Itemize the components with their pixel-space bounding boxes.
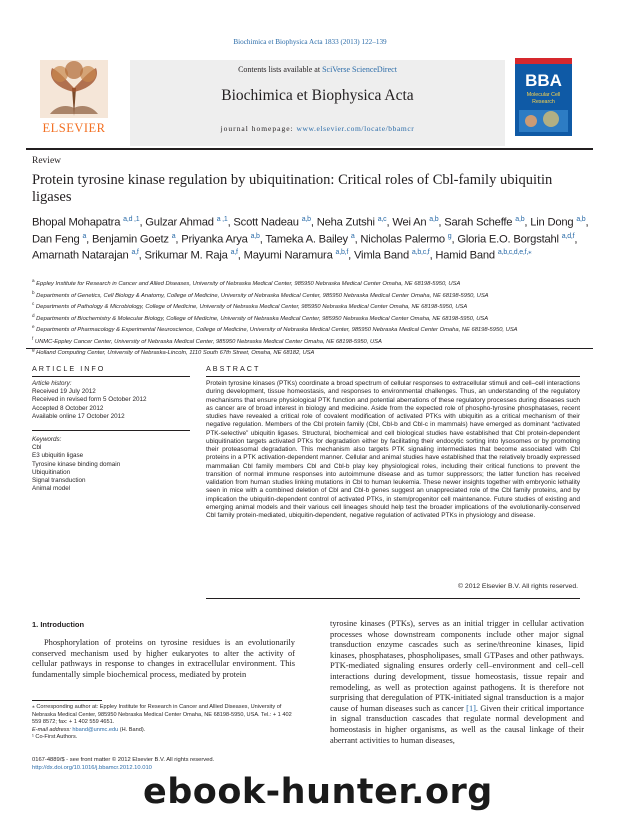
keyword: Signal transduction	[32, 477, 86, 485]
header-rule	[26, 348, 593, 349]
email-link[interactable]: hband@unmc.edu	[72, 726, 119, 733]
intro-text-part: . Given their critical importance in signal transduction cascades that regulate normal development and homeostasis in higher organisms, as well as the causal linkage of their aberrant activities to human diseases,	[330, 703, 584, 745]
watermark-text: ebook-hunter.org	[143, 772, 493, 812]
author-affiliation-marker[interactable]: a,b,c,f	[411, 249, 430, 257]
history-item: Available online 17 October 2012	[32, 412, 125, 420]
intro-paragraph-right	[330, 619, 584, 746]
email-note	[32, 727, 297, 735]
elsevier-wordmark: ELSEVIER	[42, 121, 106, 135]
author-name: Sarah Scheffe	[444, 216, 516, 229]
section-heading: 1. Introduction	[32, 620, 85, 629]
author-affiliation-marker[interactable]: a,b	[576, 216, 586, 223]
intro-paragraph-left: Phosphorylation of proteins on tyrosine residues is an evolutionarily conserved mechanism used by higher eukaryotes to alter the activity of cellular pathways in response to changes in extracellular environment. This fundamentally simple biochemical process, mediated by protein	[32, 638, 295, 679]
homepage-link[interactable]: www.elsevier.com/locate/bbamcr	[296, 124, 415, 133]
contents-prefix: Contents lists available at	[238, 65, 323, 74]
affiliation-key: a	[32, 278, 35, 283]
corresponding-author-note: ⁎ Corresponding author at: Eppley Institute for Research in Cancer and Allied Diseases, University of Nebraska Medical Center, 985950 Nebraska Medical Center Omaha, NE 68198-5950, USA. Tel.: + 1 402 559 8572; fax: + 1 402 559 4651.	[32, 704, 292, 726]
front-matter	[32, 757, 297, 772]
journal-citation: Biochimica et Biophysica Acta 1833 (2013) 122–139	[233, 38, 387, 46]
abstract-text: Protein tyrosine kinases (PTKs) coordinate a broad spectrum of cellular responses to extracellular stimuli and cell–cell interactions during development, tissue homeostasis, and responses to environmental challenges. Thus, an understanding of the regulatory mechanisms that ensure physiological PTK function and potential aberrations of these regulatory processes during diseases such as cancer are of broad interest in biology and medicine. Aside from the expected role of phospho-tyrosine phosphatases, recent studies have revealed a critical role of covalent modification of activated PTKs with ubiquitin as a critical mechanism of their negative regulation. Members of the Cbl protein family (Cbl, Cbl-b and Cbl-c in mammals) have emerged as dominant “activated PTK-selective” ubiquitin ligases. Structural, biochemical and cell biological studies have established that Cbl protein-dependent ubiquitination targets activated PTKs for degradation either by facilitating their endocytic sorting into lysosomes or by promoting their proteasomal degradation. This mechanism also targets PTK signaling intermediates that become associated with Cbl proteins in a PTK activation-dependent manner. Cellular and animal studies have established that the relatively broadly expressed mammalian Cbl family members Cbl and Cbl-b play key physiological roles, including their critical functions to prevent the transition of normal immune responses into autoimmune disease and as tumor suppressors; the latter function has received validation from human studies linking mutations in Cbl to human leukemia. These newer insights together with embryonic lethality seen in mice with a combined deletion of Cbl and Cbl-b genes suggest an unappreciated role of the Cbl family proteins, and by implication the ubiquitin-dependent control of activated PTKs, in stem/progenitor cell maintenance. Future studies of existing and emerging animal models and their various cell lineages should help test the broader implications of the evolutionarily-conserved Cbl family protein-mediated, ubiquitin-dependent, negative regulation of activated PTKs in physiology and disease.	[206, 380, 580, 519]
keywords-rule	[32, 430, 190, 431]
issn-line: 0167-4889/$ - see front matter © 2012 Elsevier B.V. All rights reserved.	[32, 757, 215, 763]
affiliation	[32, 335, 592, 347]
affiliation-key: c	[32, 301, 35, 307]
author-name: Bhopal Mohapatra	[32, 216, 124, 229]
svg-text:Molecular Cell: Molecular Cell	[526, 92, 561, 98]
author-name: Neha Zutshi	[316, 216, 378, 229]
affiliation	[32, 300, 592, 312]
author-affiliation-marker[interactable]: a,b	[515, 216, 525, 223]
history-item: Received 19 July 2012	[32, 388, 96, 396]
author-name: Dan Feng	[32, 233, 83, 246]
author-affiliation-marker[interactable]: a,c	[377, 216, 387, 223]
history-label: Article history:	[32, 380, 72, 387]
footnotes	[32, 704, 297, 742]
keyword: Animal model	[32, 485, 71, 493]
affiliation-key: e	[32, 324, 35, 330]
author-name: Amarnath Natarajan	[32, 250, 132, 263]
email-suffix: (H. Band).	[118, 726, 146, 733]
affiliation-text: UNMC-Eppley Cancer Center, University of Nebraska Medical Center, 985950 Nebraska Medical Center Omaha, NE 68198-5950, USA	[33, 338, 382, 345]
author-affiliation-marker[interactable]: g	[447, 232, 452, 240]
journal-cover-image	[515, 58, 572, 136]
keyword: Cbl	[32, 444, 42, 452]
affiliation-key: b	[32, 289, 35, 295]
homepage-prefix: journal homepage:	[220, 124, 297, 133]
affiliation	[32, 277, 592, 289]
email-label: E-mail address:	[32, 726, 73, 733]
affiliation-text: Departments of Pathology & Microbiology, College of Medicine, University of Nebraska Medical Center, 985950 Nebraska Medical Center Omaha, NE 68198-5950, USA	[34, 303, 468, 310]
copyright-notice: © 2012 Elsevier B.V. All rights reserved.	[458, 583, 578, 590]
abstract-heading: ABSTRACT	[206, 364, 261, 373]
keyword: Tyrosine kinase binding domain	[32, 460, 121, 468]
affiliation-text: Departments of Biochemistry & Molecular Biology, College of Medicine, University of Nebraska Medical Center, 985950 Nebraska Medical Center Omaha, NE 68198-5950, USA	[34, 315, 489, 322]
keywords	[32, 436, 192, 493]
author-name: Benjamin Goetz	[91, 233, 172, 246]
article-history	[32, 380, 192, 421]
article-type: Review	[32, 156, 62, 166]
affiliation	[32, 289, 592, 301]
author-affiliation-marker[interactable]: a,b	[250, 232, 260, 240]
author-name: Wei An	[392, 216, 430, 229]
intro-text-part: tyrosine kinases (PTKs), serves as an initial trigger in cellular activation processes whose downstream components include other major signal transduction enzyme cascades such as serine/threonine kinases, lipid kinases, phosphatases, phospholipases, small GTPases and other pathways. PTK-mediated signaling ensures orderly cell–environment and cell–cell interactions during development, tissue homeostasis, tissue repair and remodeling, as well as protection against pathogens. It is therefore not surprising that deregulation of PTK-initiated signal transduction is a major cause of human diseases such as cancer	[330, 619, 584, 713]
svg-text:Research: Research	[532, 99, 555, 105]
author-list: Bhopal Mohapatra $^{a,d ,1}$, Gulzar Ahmad $^{a ,1}$, Scott Nadeau $^{a,b}$, Neha Zutshi $^{a,c}$, Wei An $^{a,b}$, Sarah Scheffe $^{a,b}$, Lin Dong $^{a,b}$, Dan Feng $^a$, Benjamin Goetz $^a$, Priyanka Arya $^{a,b}$, Tameka A. Bailey $^a$, Nicholas Palermo $^g$, Gloria E.O. Borgstahl $^{a,d,f}$, Amarnath Natarajan $^{a,f}$, Srikumar M. Raja $^{a,f}$, Mayumi Naramura $^{a,b,f}$, Vimla Band $^{a,b,c,f}$, Hamid Band $^{a,b,c,d,e,f,⁎}$	[32, 216, 589, 263]
author-affiliation-marker[interactable]: a,d ,1	[123, 216, 140, 223]
sciencedirect-link[interactable]: SciVerse ScienceDirect	[322, 65, 397, 74]
author-name: Srikumar M. Raja	[144, 250, 231, 263]
masthead-rule	[26, 148, 593, 150]
affiliation-key: d	[32, 312, 35, 318]
history-item: Accepted 8 October 2012	[32, 404, 104, 412]
affiliation-text: Departments of Genetics, Cell Biology & Anatomy, College of Medicine, University of Nebraska Medical Center, 985950 Nebraska Medical Center Omaha, NE 68198-5950, USA	[34, 292, 489, 299]
author-name: Hamid Band	[435, 250, 498, 263]
author-affiliation-marker[interactable]: a	[350, 232, 355, 240]
author-affiliation-marker[interactable]: a,b	[429, 216, 439, 223]
author-affiliation-marker[interactable]: a,b,c,d,e,f,⁎	[497, 249, 532, 257]
affiliation-key: f	[32, 335, 34, 341]
article-info-heading: ARTICLE INFO	[32, 364, 106, 373]
history-item: Received in revised form 5 October 2012	[32, 396, 147, 404]
author-affiliation-marker[interactable]: a	[171, 232, 176, 240]
author-affiliation-marker[interactable]: a,b,f	[335, 249, 349, 257]
author-affiliation-marker[interactable]: a,f	[230, 249, 238, 257]
affiliation-key: g	[32, 347, 35, 353]
affiliation-list	[32, 277, 592, 358]
article-info-rule	[32, 376, 190, 377]
author-affiliation-marker[interactable]: a,d,f	[561, 232, 575, 240]
abstract-bottom-rule	[206, 598, 580, 599]
abstract-rule	[206, 376, 580, 377]
article-title: Protein tyrosine kinase regulation by ubiquitination: Critical roles of Cbl-family ubiquitin ligases	[32, 172, 553, 205]
cover-title: BBA	[525, 71, 562, 90]
author-name: Tameka A. Bailey	[265, 233, 351, 246]
author-affiliation-marker[interactable]: a ,1	[216, 216, 228, 223]
affiliation-text: Eppley Institute for Research in Cancer and Allied Diseases, University of Nebraska Medical Center, 985950 Nebraska Medical Center Omaha, NE 68198-5950, USA	[34, 280, 461, 287]
author-affiliation-marker[interactable]: a,f	[131, 249, 139, 257]
journal-homepage	[130, 124, 505, 133]
author-name: Gulzar Ahmad	[145, 216, 217, 229]
footnote-rule	[32, 700, 102, 701]
author-name: Vimla Band	[353, 250, 412, 263]
contents-line	[130, 65, 505, 74]
keywords-label: Keywords:	[32, 436, 62, 443]
author-name: Priyanka Arya	[181, 233, 251, 246]
affiliation-text: Departments of Pharmacology & Experimental Neuroscience, College of Medicine, University of Nebraska Medical Center, 985950 Nebraska Medical Center Omaha, NE 68198-5950, USA	[34, 326, 518, 333]
affiliation	[32, 312, 592, 324]
cofirst-author-note: ¹ Co-First Authors.	[32, 734, 78, 741]
author-name: Gloria E.O. Borgstahl	[457, 233, 562, 246]
author-affiliation-marker[interactable]: a,b	[301, 216, 311, 223]
author-name: Mayumi Naramura	[243, 250, 336, 263]
author-affiliation-marker[interactable]: a	[82, 232, 87, 240]
reference-link[interactable]: [1]	[466, 703, 476, 713]
author-name: Lin Dong	[530, 216, 577, 229]
keyword: E3 ubiquitin ligase	[32, 452, 84, 460]
journal-title: Biochimica et Biophysica Acta	[221, 87, 414, 104]
affiliation-text: Holland Computing Center, University of Nebraska-Lincoln, 1110 South 67th Street, Omaha, NE 68182, USA	[34, 350, 315, 357]
author-name: Scott Nadeau	[233, 216, 302, 229]
doi-link[interactable]: http://dx.doi.org/10.1016/j.bbamcr.2012.10.010	[32, 764, 152, 771]
affiliation	[32, 323, 592, 335]
author-name: Nicholas Palermo	[360, 233, 448, 246]
keyword: Ubiquitination	[32, 468, 71, 476]
